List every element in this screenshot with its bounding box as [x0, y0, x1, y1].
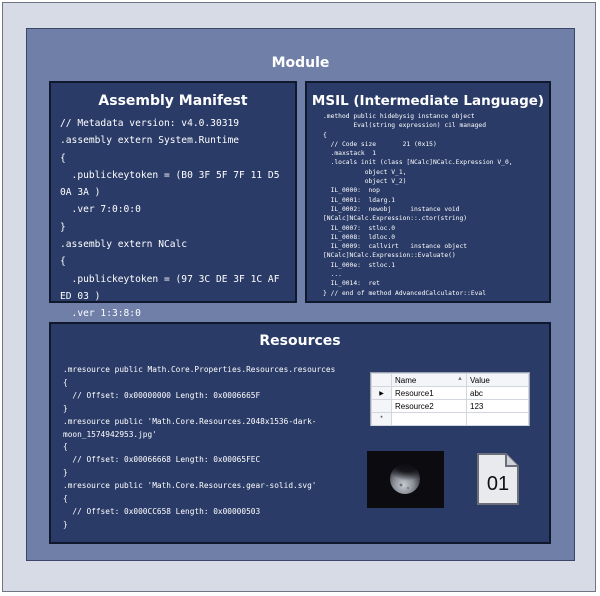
msil-title: MSIL (Intermediate Language) — [311, 93, 545, 109]
resources-title: Resources — [259, 333, 341, 349]
resources-grid — [370, 372, 530, 426]
grid-new-row[interactable] — [372, 413, 529, 426]
file-icon-label: 01 — [486, 473, 510, 495]
grid-corner — [372, 374, 392, 387]
grid-header-value[interactable]: Value — [467, 374, 529, 387]
new-row-icon: * — [372, 413, 392, 426]
current-row-icon: ▶ — [372, 387, 392, 400]
resources-code: .mresource public Math.Core.Properties.Resources.resources { // Offset: 0x00000000 Length: 0x0006665F } .mresource public 'Math.Core.Resources.2048x1536-dark- moon_1574942953.jpg' { // Offset: 0x00066668 Length: 0x00065FEC } .mresource public 'Math.Core.Resources.gear-solid.svg' { // Offset: 0x000CC658 Length: 0x00000503 } — [63, 365, 336, 529]
assembly-manifest-code: // Metadata version: v4.0.30319 .assembly extern System.Runtime { .publickeytoken = (B0 3F 5F 7F 11 D5 0A 3A ) .ver 7:0:0:0 } .assembly extern NCalc { .publickeytoken = (97 3C DE 3F 1C AF ED 03 ) .ver 1:3:8:0 — [60, 118, 280, 320]
sort-ascending-icon: ▲ — [457, 375, 463, 382]
grid-cell-name[interactable]: Resource1 — [392, 387, 467, 400]
grid-header-row — [372, 374, 529, 387]
moon-image — [367, 451, 444, 508]
module-container — [26, 28, 575, 561]
msil-panel — [305, 81, 551, 303]
diagram-background — [2, 2, 596, 592]
assembly-manifest-panel — [49, 81, 297, 320]
assembly-manifest-title: Assembly Manifest — [98, 93, 248, 109]
grid-row[interactable] — [372, 400, 529, 413]
msil-code: .method public hidebysig instance object Eval(string expression) cil managed { // Code size 21 (0x15) .maxstack 1 .locals init (class [NCalc]NCalc.Expression V_0, object V_1, object V_2) IL_0000: nop IL_0001: ldarg.1 IL_0002: newobj instance void [NCalc]NCalc.Expression::.ctor(string) IL_0007: stloc.0 IL_0008: ldloc.0 IL_0009: callvirt instance object [NCalc]NCalc.Expression::Evaluate() IL_000e: stloc.1 ... IL_0014: ret } // end of method AdvancedCalculator::Eval — [323, 113, 513, 297]
grid-header-name[interactable]: Name ▲ — [392, 374, 467, 387]
resources-panel — [49, 322, 551, 544]
grid-cell-value[interactable]: 123 — [467, 400, 529, 413]
module-title: Module — [271, 55, 330, 71]
row-selector — [372, 400, 392, 413]
grid-cell-value[interactable]: abc — [467, 387, 529, 400]
grid-row[interactable] — [372, 387, 529, 400]
moon-picture — [367, 451, 444, 508]
grid-cell-value[interactable] — [467, 413, 529, 426]
grid-cell-name[interactable] — [392, 413, 467, 426]
grid-cell-name[interactable]: Resource2 — [392, 400, 467, 413]
binary-file-icon — [476, 453, 520, 505]
